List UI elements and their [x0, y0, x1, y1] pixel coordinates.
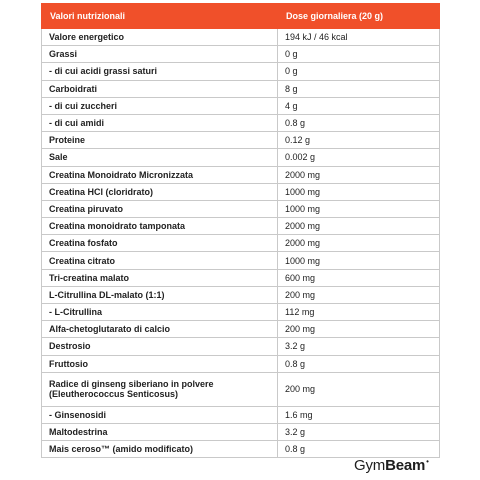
table-row — [42, 406, 440, 423]
table-row — [42, 423, 440, 440]
row-name: Carboidrati — [42, 80, 278, 97]
row-value: 1.6 mg — [278, 406, 440, 423]
gymbeam-logo — [354, 457, 429, 474]
row-name: Mais ceroso™ (amido modificato) — [42, 441, 278, 458]
table-row — [42, 149, 440, 166]
header-daily-dose: Dose giornaliera (20 g) — [278, 4, 440, 29]
row-value: 1000 mg — [278, 183, 440, 200]
row-name: - di cui zuccheri — [42, 97, 278, 114]
table-row — [42, 338, 440, 355]
row-value: 112 mg — [278, 304, 440, 321]
row-name: Creatina monoidrato tamponata — [42, 218, 278, 235]
row-name: Creatina HCl (cloridrato) — [42, 183, 278, 200]
row-name: Radice di ginseng siberiano in polvere (Eleutherococcus Senticosus) — [42, 372, 278, 406]
table-row — [42, 114, 440, 131]
row-name: Valore energetico — [42, 29, 278, 46]
row-value: 0 g — [278, 46, 440, 63]
row-value: 4 g — [278, 97, 440, 114]
row-value: 8 g — [278, 80, 440, 97]
row-value: 2000 mg — [278, 235, 440, 252]
row-value: 3.2 g — [278, 338, 440, 355]
row-value: 0.8 g — [278, 114, 440, 131]
table-row — [42, 218, 440, 235]
row-name: Creatina Monoidrato Micronizzata — [42, 166, 278, 183]
row-value: 600 mg — [278, 269, 440, 286]
table-row — [42, 286, 440, 303]
brand-part-gym: Gym — [354, 457, 386, 474]
row-value: 2000 mg — [278, 218, 440, 235]
table-row — [42, 321, 440, 338]
row-name: Creatina citrato — [42, 252, 278, 269]
row-value: 0.8 g — [278, 355, 440, 372]
row-name: - di cui acidi grassi saturi — [42, 63, 278, 80]
row-value: 2000 mg — [278, 166, 440, 183]
table-row — [42, 63, 440, 80]
row-value: 1000 mg — [278, 252, 440, 269]
row-name: Alfa-chetoglutarato di calcio — [42, 321, 278, 338]
row-value: 3.2 g — [278, 423, 440, 440]
brand-mark-icon: • — [426, 457, 429, 466]
brand-part-beam: Beam — [385, 457, 426, 474]
table-row — [42, 183, 440, 200]
table-body — [42, 29, 440, 458]
table-row — [42, 46, 440, 63]
row-value: 0.002 g — [278, 149, 440, 166]
table-row — [42, 269, 440, 286]
table-row — [42, 304, 440, 321]
row-name: Fruttosio — [42, 355, 278, 372]
table-row — [42, 80, 440, 97]
row-value: 200 mg — [278, 372, 440, 406]
table-row — [42, 252, 440, 269]
table-row — [42, 132, 440, 149]
table-row — [42, 441, 440, 458]
table-header-row — [42, 4, 440, 29]
row-name: Tri-creatina malato — [42, 269, 278, 286]
row-name: Proteine — [42, 132, 278, 149]
row-name: Maltodestrina — [42, 423, 278, 440]
row-name: Destrosio — [42, 338, 278, 355]
table-row — [42, 235, 440, 252]
row-name: Sale — [42, 149, 278, 166]
table-row — [42, 97, 440, 114]
table-row — [42, 166, 440, 183]
row-name: - Ginsenosidi — [42, 406, 278, 423]
row-name: Creatina piruvato — [42, 200, 278, 217]
row-name: Creatina fosfato — [42, 235, 278, 252]
table-row — [42, 372, 440, 406]
row-value: 0.8 g — [278, 441, 440, 458]
row-value: 194 kJ / 46 kcal — [278, 29, 440, 46]
row-name: L-Citrullina DL-malato (1:1) — [42, 286, 278, 303]
row-value: 200 mg — [278, 286, 440, 303]
table-row — [42, 29, 440, 46]
header-nutrition-values: Valori nutrizionali — [42, 4, 278, 29]
table-row — [42, 355, 440, 372]
table-row — [42, 200, 440, 217]
row-value: 200 mg — [278, 321, 440, 338]
row-name: Grassi — [42, 46, 278, 63]
row-name: - L-Citrullina — [42, 304, 278, 321]
row-value: 1000 mg — [278, 200, 440, 217]
row-value: 0.12 g — [278, 132, 440, 149]
nutrition-table — [41, 3, 440, 458]
row-value: 0 g — [278, 63, 440, 80]
row-name: - di cui amidi — [42, 114, 278, 131]
